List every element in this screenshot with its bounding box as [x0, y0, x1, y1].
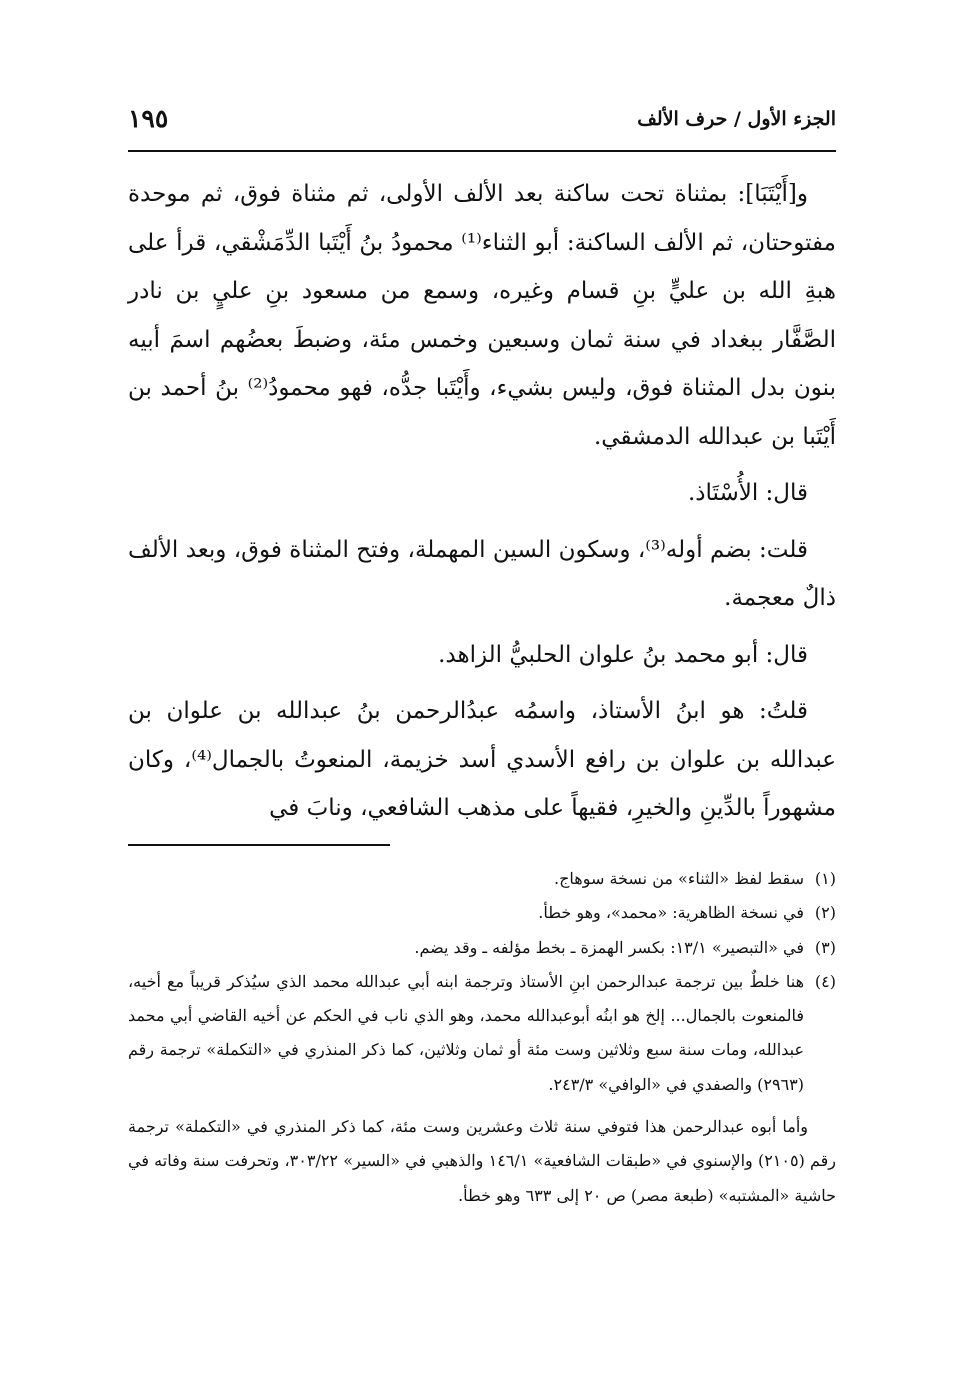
footnote-1 [128, 862, 836, 896]
footnote-number: (١) [814, 869, 836, 888]
running-title: الجزء الأول / حرف الألف [637, 108, 836, 130]
footnote-text: سقط لفظ «الثناء» من نسخة سوهاج. [553, 869, 804, 888]
footnote-continuation: وأما أبوه عبدالرحمن هذا فتوفي سنة ثلاث وعشرين وست مئة، كما ذكر المنذري في «التكملة» ترجمة رقم (٢١٠٥) والإسنوي في «طبقات الشافعية» ١٤٦/١ والذهبي في «السير» ٣٠٣/٢٢، وتحرفت سنة وفاته في حاشية «المشتبه» (طبعة مصر) ص ٢٠ إلى ٦٣٣ وهو خطأ. [128, 1117, 837, 1205]
paragraph-aytaba: و[أَيْتَبَا]: بمثناة تحت ساكنة بعد الألف الأولى، ثم مثناة فوق، ثم موحدة مفتوحتان، ثم الألف الساكنة: أبو الثناء⁽¹⁾ محمودُ بنُ أَيْتَبا الدِّمَشْقي، قرأ على هبةِ الله بن عليٍّ بنِ قسام وغيره، وسمع من مسعود بنِ عليٍ بن نادر الصَّفَّار ببغداد في سنة ثمان وسبعين وخمس مئة، وضبطَ بعضُهم اسمَ أبيه بنون بدل المثناة فوق، وليس بشيء، وأَيْتَبا جدُّه، فهو محمودُ⁽²⁾ بنُ أحمد بن أَيْتَبا بن عبدالله الدمشقي. [128, 181, 836, 450]
page-header [128, 104, 836, 148]
header-rule [128, 150, 836, 152]
footnote-2 [128, 896, 836, 930]
footnote-4 [128, 965, 836, 1102]
paragraph-qultu-ibn-ustadh: قلتُ: هو ابنُ الأستاذ، واسمُه عبدُالرحمن بنُ عبدالله بن علوان بن عبدالله بن علوان بن رافع الأسدي أسد خزيمة، المنعوتُ بالجمال⁽⁴⁾، وكان مشهوراً بالدِّينِ والخيرِ، فقيهاً على مذهب الشافعي، ونابَ في [128, 698, 837, 821]
footnote-text: هنا خلطٌ بين ترجمة عبدالرحمن ابنِ الأستاذ وترجمة ابنه أبي عبدالله محمد الذي سيُذكر قريباً مع أخيه، فالمنعوت بالجمال... إلخ هو ابنُه أبوعبدالله محمد، وهو الذي ناب في الحكم عن أخيه القاضي أبي محمد عبدالله، ومات سنة سبع وثلاثين وست مئة أو ثمان وثلاثين، كما ذكر المنذري في «التكملة» ترجمة رقم (٢٩٦٣) والصفدي في «الوافي» ٢٤٣/٣. [128, 971, 804, 1094]
paragraph-qala-ibn-alwan: قال: أبو محمد بنُ علوان الحلبيُّ الزاهد. [438, 641, 808, 668]
footnote-text: في نسخة الظاهرية: «محمد»، وهو خطأ. [538, 903, 804, 923]
footnote-3 [128, 931, 836, 965]
main-text [128, 170, 836, 833]
paragraph-qala-ustadh: قال: الأُسْتَاذ. [687, 480, 808, 506]
page-number: ١٩٥ [128, 104, 169, 133]
footnote-number: (٢) [814, 903, 836, 923]
paragraph-qultu-ustadh: قلت: بضم أوله⁽³⁾، وسكون السين المهملة، وفتح المثناة فوق، وبعد الألف ذالٌ معجمة. [128, 536, 836, 611]
book-page [128, 104, 836, 1304]
footnote-rule [128, 844, 390, 846]
footnote-text: في «التبصير» ١٣/١: بكسر الهمزة ـ بخط مؤلفه ـ وقد يضم. [414, 937, 804, 957]
footnotes [128, 862, 836, 1213]
footnote-number: (٣) [814, 937, 836, 957]
footnote-number: (٤) [814, 971, 836, 991]
